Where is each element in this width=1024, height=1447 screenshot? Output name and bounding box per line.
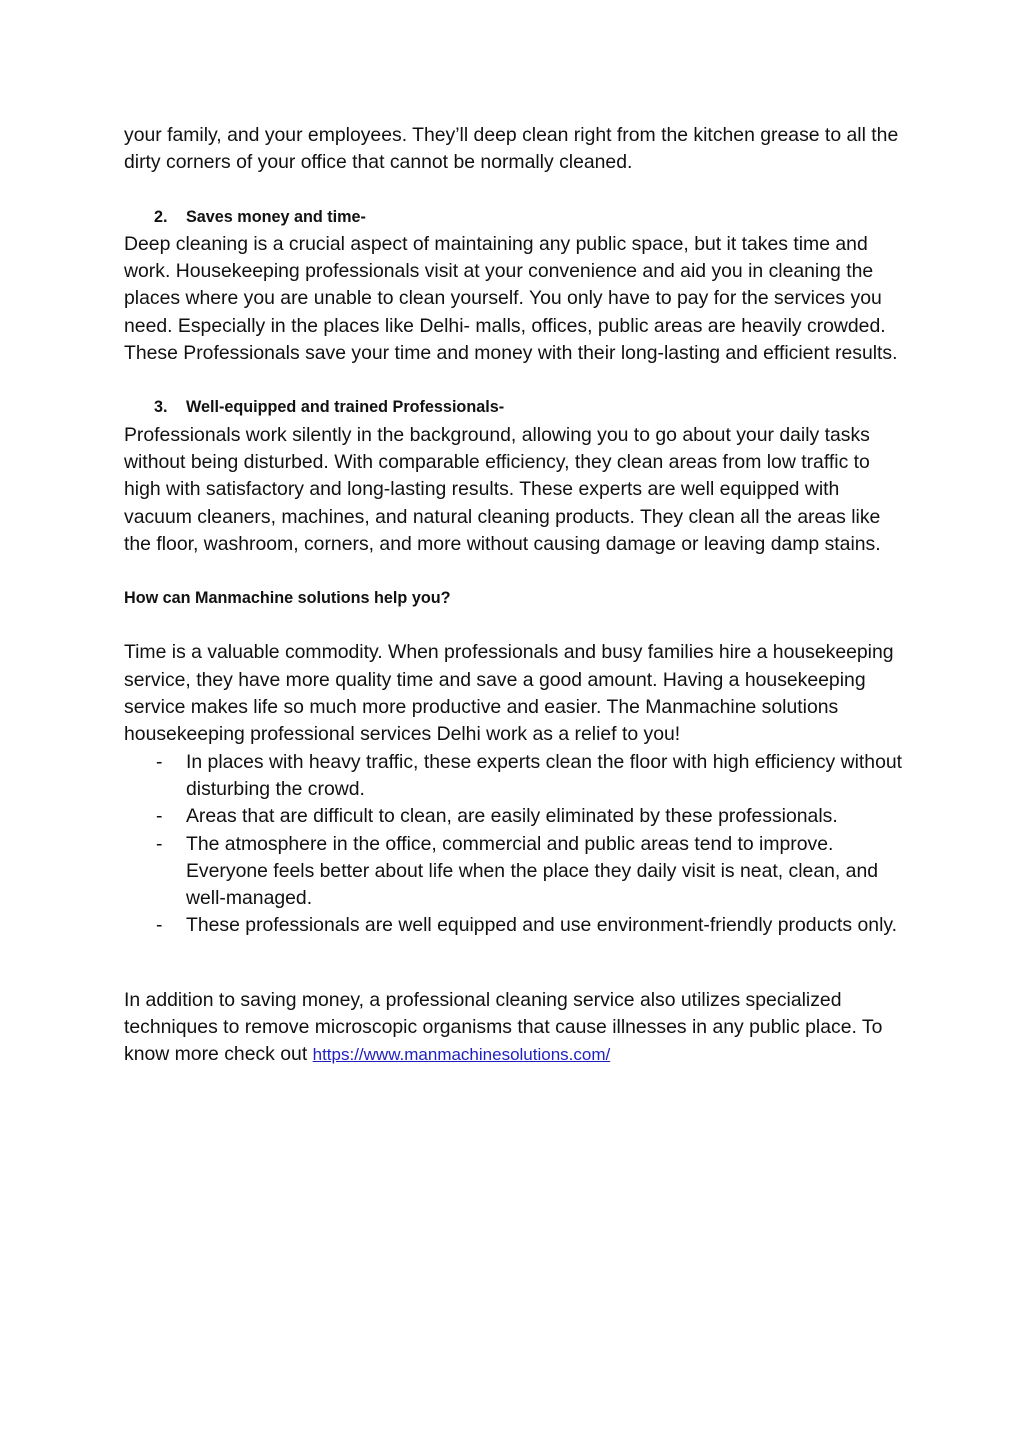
section-heading bbox=[124, 394, 904, 421]
list-item-text: The atmosphere in the office, commercial and public areas tend to improve. Everyone feels better about life when the place they daily visit is neat, clean, and well-managed. bbox=[186, 832, 879, 910]
list-item bbox=[124, 803, 904, 830]
benefits-list bbox=[124, 749, 904, 940]
bullet-dash: - bbox=[156, 914, 163, 937]
list-item bbox=[124, 831, 904, 913]
list-item-text: In places with heavy traffic, these experts clean the floor with high efficiency without disturbing the crowd. bbox=[186, 750, 903, 800]
help-heading: How can Manmachine solutions help you? bbox=[124, 589, 451, 608]
bullet-dash: - bbox=[156, 832, 163, 855]
list-item bbox=[124, 912, 904, 939]
document-page bbox=[124, 122, 904, 1069]
section-body: Deep cleaning is a crucial aspect of maintaining any public space, but it takes time and work. Housekeeping professionals visit at your convenience and aid you in cleaning the places where you are unable to clean yourself. You only have to pay for the services you need. Especially in the places like Delhi- malls, offices, public areas are heavily crowded. These Professionals save your time and money with their long-lasting and efficient results. bbox=[124, 232, 898, 365]
bullet-dash: - bbox=[156, 750, 163, 773]
closing-paragraph-text: In addition to saving money, a professional cleaning service also utilizes specialized techniques to remove microscopic organisms that cause illnesses in any public place. To know more check out bbox=[124, 988, 883, 1066]
section-number: 3. bbox=[154, 398, 168, 417]
list-item-text: Areas that are difficult to clean, are easily eliminated by these professionals. bbox=[186, 805, 838, 828]
section-heading-text: Well-equipped and trained Professionals- bbox=[186, 398, 505, 417]
section-body: Professionals work silently in the background, allowing you to go about your daily tasks without being disturbed. With comparable efficiency, they clean areas from low traffic to high with satisfactory and long-lasting results. These experts are well equipped with vacuum cleaners, machines, and natural cleaning products. They clean all the areas like the floor, washroom, corners, and more without causing damage or leaving damp stains. bbox=[124, 423, 881, 555]
list-item bbox=[124, 749, 904, 804]
intro-paragraph: your family, and your employees. They’ll deep clean right from the kitchen grease to all the dirty corners of your office that cannot be normally cleaned. bbox=[124, 124, 899, 174]
section-saves-money bbox=[124, 204, 904, 368]
website-link[interactable]: https://www.manmachinesolutions.com/ bbox=[312, 1045, 611, 1065]
section-heading-text: Saves money and time- bbox=[186, 207, 366, 226]
closing-paragraph bbox=[124, 987, 904, 1069]
list-item-text: These professionals are well equipped and use environment-friendly products only. bbox=[186, 914, 898, 937]
help-paragraph: Time is a valuable commodity. When professionals and busy families hire a housekeeping service, they have more quality time and save a good amount. Having a housekeeping service makes life so much more productive and easier. The Manmachine solutions housekeeping professional services Delhi work as a relief to you! bbox=[124, 641, 894, 746]
bullet-dash: - bbox=[156, 805, 163, 828]
section-heading bbox=[124, 204, 904, 231]
section-number: 2. bbox=[154, 207, 168, 226]
section-well-equipped bbox=[124, 394, 904, 558]
